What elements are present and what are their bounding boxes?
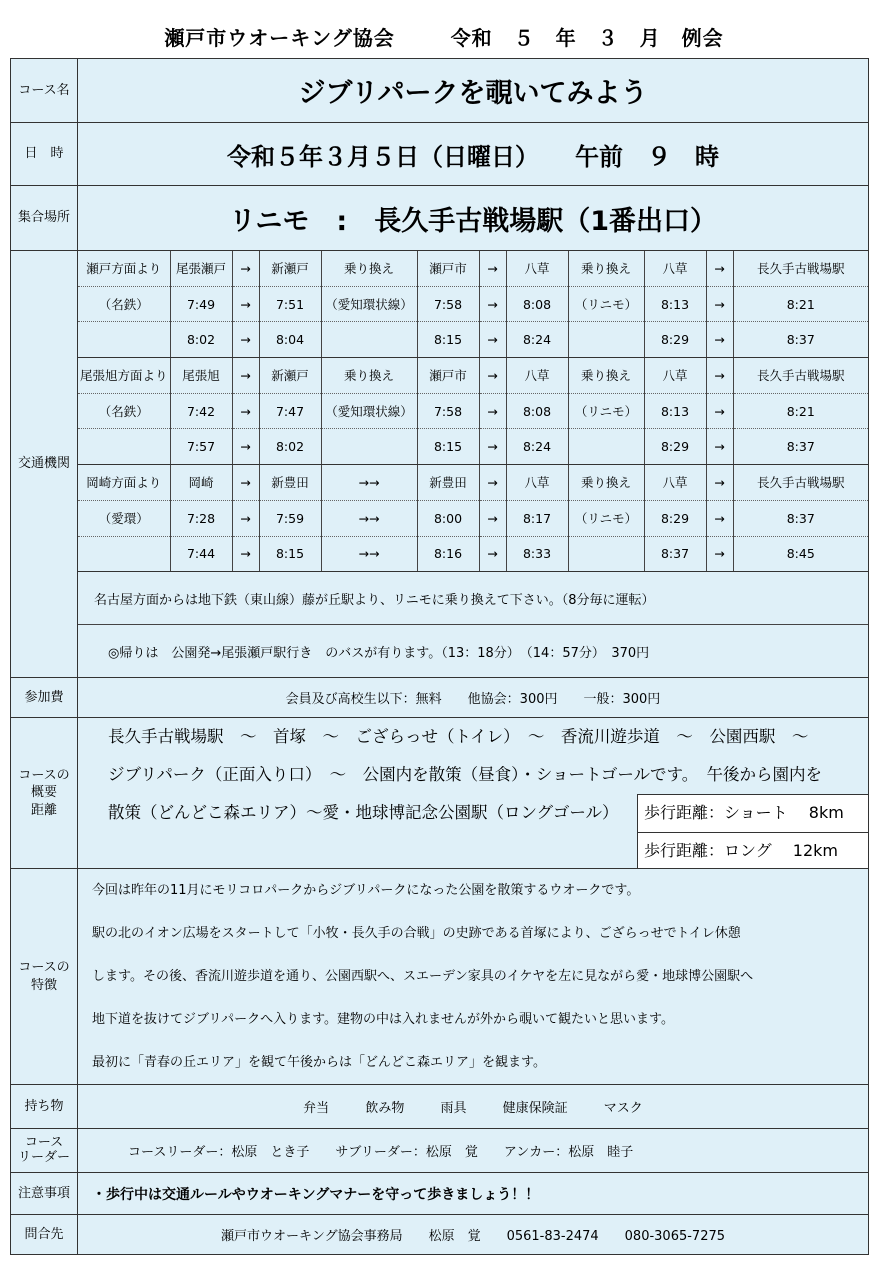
timetable-cell: →→ (321, 500, 417, 536)
timetable-cell: 瀬戸市 (417, 358, 479, 394)
timetable-cell: 8:33 (506, 536, 568, 572)
timetable-cell: 8:15 (259, 536, 321, 572)
item-drinks: 飲み物 (365, 1101, 405, 1117)
timetable-cell: → (479, 251, 506, 286)
contact-value: 瀬戸市ウオーキング協会事務局 松原 覚 0561-83-2474 080-3065-7275 (78, 1215, 869, 1255)
timetable-cell: → (706, 393, 733, 429)
timetable-cell (568, 322, 644, 358)
timetable-cell: （名鉄） (78, 286, 170, 322)
feature-line-4: 地下道を抜けてジブリパークへ入ります。建物の中は入れませんが外から覗いて観たいと思います。 (92, 1012, 675, 1028)
timetable-cell: 新豊田 (417, 465, 479, 501)
features-label: コースの 特徴 (11, 869, 78, 1085)
timetable-cell: 乗り換え (568, 358, 644, 394)
timetable-cell: 八草 (506, 251, 568, 286)
timetable-cell: （名鉄） (78, 393, 170, 429)
timetable-cell: → (706, 429, 733, 465)
timetable-cell: 八草 (644, 465, 706, 501)
timetable-cell: → (479, 429, 506, 465)
return-bus-note: ◎帰りは 公園発→尾張瀬戸駅行き のバスが有ります。（13：18分） （14：57分） 370円 (108, 645, 650, 661)
distance-long: 歩行距離：ロング 12km (637, 832, 868, 868)
timetable-cell: （愛知環状線） (321, 393, 417, 429)
timetable-cell: （リニモ） (568, 286, 644, 322)
distance-short: 歩行距離：ショート 8km (637, 794, 868, 832)
caution-label: 注意事項 (11, 1173, 78, 1215)
timetable-cell: 8:13 (644, 286, 706, 322)
overview-line-3: 散策（どんどこ森エリア）～愛・地球博記念公園駅（ロングゴール） (108, 803, 619, 823)
items-list (78, 1085, 869, 1129)
timetable-row (78, 536, 868, 572)
timetable-cell: 長久手古戦場駅 (733, 358, 868, 394)
timetable-cell: → (479, 500, 506, 536)
timetable-cell (568, 536, 644, 572)
feature-line-3: します。その後、香流川遊歩道を通り、公園西駅へ、スエーデン家具のイケヤを左に見ながら愛・地球博公園駅へ (92, 969, 754, 985)
timetable-cell: → (706, 536, 733, 572)
timetable-cell: 7:44 (170, 536, 232, 572)
timetable-cell: 8:02 (170, 322, 232, 358)
timetable-cell: 8:04 (259, 322, 321, 358)
timetable-cell: 8:15 (417, 322, 479, 358)
timetable-cell: 8:08 (506, 286, 568, 322)
timetable-cell: → (232, 465, 259, 501)
timetable-cell: 7:42 (170, 393, 232, 429)
overview-cell (78, 718, 869, 869)
contact-label: 問合先 (11, 1215, 78, 1255)
fee-value: 会員及び高校生以下：無料 他協会：300円 一般：300円 (78, 678, 869, 718)
timetable-cell: 八草 (644, 251, 706, 286)
item-insurance-card: 健康保険証 (502, 1101, 568, 1117)
timetable-cell: 新瀬戸 (259, 251, 321, 286)
timetable-cell: 乗り換え (321, 251, 417, 286)
timetable-cell (78, 536, 170, 572)
timetable-cell: → (479, 322, 506, 358)
organization-name: 瀬戸市ウオーキング協会 (164, 26, 395, 50)
timetable-cell: →→ (321, 465, 417, 501)
overview-line-2: ジブリパーク（正面入り口） ～ 公園内を散策（昼食）・ショートゴールです。 午後から園内を (108, 765, 822, 785)
timetable-cell (568, 429, 644, 465)
feature-line-1: 今回は昨年の11月にモリコロパークからジブリパークになった公園を散策するウオークです。 (92, 883, 640, 899)
timetable-cell: 8:13 (644, 393, 706, 429)
caution-value: ・歩行中は交通ルールやウオーキングマナーを守って歩きましょう！！ (78, 1173, 869, 1215)
timetable-cell: 新瀬戸 (259, 358, 321, 394)
timetable-cell: 八草 (644, 358, 706, 394)
timetable-cell: → (232, 358, 259, 394)
timetable-cell: 8:37 (733, 322, 868, 358)
overview-line-1: 長久手古戦場駅 ～ 首塚 ～ ござらっせ（トイレ） ～ 香流川遊歩道 ～ 公園西駅 ～ (108, 727, 809, 747)
timetable-cell: → (232, 393, 259, 429)
features-cell (78, 869, 869, 1085)
timetable-cell: 瀬戸方面より (78, 251, 170, 286)
timetable-cell (78, 322, 170, 358)
overview-label: コースの 概要 距離 (11, 718, 78, 869)
timetable-cell: 7:58 (417, 286, 479, 322)
timetable-cell: → (479, 465, 506, 501)
timetable-cell: 7:58 (417, 393, 479, 429)
timetable-cell: → (479, 358, 506, 394)
subway-note: 名古屋方面からは地下鉄（東山線）藤が丘駅より、リニモに乗り換えて下さい。（8分毎に運転） (78, 572, 868, 625)
timetable-cell: 8:29 (644, 322, 706, 358)
timetable-row (78, 465, 868, 501)
timetable-cell: → (706, 465, 733, 501)
timetable-cell (321, 322, 417, 358)
timetable-cell: 8:00 (417, 500, 479, 536)
timetable-cell: 尾張旭 (170, 358, 232, 394)
meeting-place: リニモ : 長久手古戦場駅（1番出口） (78, 186, 869, 251)
course-name: ジブリパークを覗いてみよう (78, 59, 869, 123)
item-mask: マスク (603, 1101, 643, 1117)
items-label: 持ち物 (11, 1085, 78, 1129)
timetable-cell: → (706, 286, 733, 322)
timetable-cell: 岡崎 (170, 465, 232, 501)
feature-line-5: 最初に「青春の丘エリア」を観て午後からは「どんどこ森エリア」を観ます。 (92, 1055, 546, 1071)
timetable-row (78, 500, 868, 536)
transport-label: 交通機関 (11, 251, 78, 678)
timetable-cell: 8:29 (644, 429, 706, 465)
timetable-cell: 長久手古戦場駅 (733, 465, 868, 501)
timetable-cell: 8:16 (417, 536, 479, 572)
timetable-cell: 瀬戸市 (417, 251, 479, 286)
timetable-cell: 8:21 (733, 393, 868, 429)
timetable-cell: 7:49 (170, 286, 232, 322)
course-label: コース名 (11, 59, 78, 123)
event-month: 令和 ５ 年 ３ 月 例会 (450, 26, 724, 50)
timetable (78, 251, 868, 572)
timetable-cell: 8:15 (417, 429, 479, 465)
timetable-cell: （愛環） (78, 500, 170, 536)
timetable-cell: 8:08 (506, 393, 568, 429)
timetable-cell: 8:45 (733, 536, 868, 572)
timetable-cell: → (479, 393, 506, 429)
timetable-cell: 7:59 (259, 500, 321, 536)
timetable-cell: （愛知環状線） (321, 286, 417, 322)
timetable-cell: → (232, 251, 259, 286)
page-title (0, 22, 888, 58)
timetable-cell: 8:37 (733, 500, 868, 536)
timetable-cell: 7:51 (259, 286, 321, 322)
timetable-cell: 8:21 (733, 286, 868, 322)
timetable-row (78, 393, 868, 429)
timetable-cell: → (479, 286, 506, 322)
timetable-cell: 8:17 (506, 500, 568, 536)
timetable-cell: 乗り換え (568, 465, 644, 501)
timetable-cell: 8:37 (644, 536, 706, 572)
timetable-cell (78, 429, 170, 465)
timetable-row (78, 251, 868, 286)
leaders-label: コース リーダー (11, 1129, 78, 1173)
timetable-row (78, 286, 868, 322)
timetable-cell: → (232, 429, 259, 465)
timetable-cell: 8:37 (733, 429, 868, 465)
timetable-row (78, 358, 868, 394)
datetime-label: 日 時 (11, 123, 78, 186)
timetable-row (78, 429, 868, 465)
timetable-cell: 7:57 (170, 429, 232, 465)
timetable-cell: 新豊田 (259, 465, 321, 501)
timetable-cell: → (232, 536, 259, 572)
item-bento: 弁当 (303, 1101, 330, 1117)
fee-label: 参加費 (11, 678, 78, 718)
timetable-cell: → (706, 251, 733, 286)
feature-line-2: 駅の北のイオン広場をスタートして「小牧・長久手の合戦」の史跡である首塚により、ござらっせでトイレ休憩 (92, 926, 741, 942)
item-rain-gear: 雨具 (440, 1101, 467, 1117)
timetable-cell: 7:28 (170, 500, 232, 536)
event-table (10, 58, 869, 1255)
meeting-label: 集合場所 (11, 186, 78, 251)
timetable-cell: →→ (321, 536, 417, 572)
timetable-cell: → (232, 286, 259, 322)
timetable-cell: → (706, 358, 733, 394)
timetable-cell: → (232, 500, 259, 536)
datetime-value: 令和５年３月５日（日曜日） 午前 ９ 時 (78, 123, 869, 186)
timetable-cell: 尾張旭方面より (78, 358, 170, 394)
timetable-cell: 長久手古戦場駅 (733, 251, 868, 286)
timetable-cell: → (232, 322, 259, 358)
timetable-cell: （リニモ） (568, 393, 644, 429)
timetable-cell: 8:29 (644, 500, 706, 536)
timetable-cell: 8:24 (506, 322, 568, 358)
timetable-cell: → (706, 322, 733, 358)
timetable-cell: 乗り換え (321, 358, 417, 394)
timetable-cell: 7:47 (259, 393, 321, 429)
timetable-cell: 8:24 (506, 429, 568, 465)
timetable-cell (321, 429, 417, 465)
timetable-cell: 八草 (506, 465, 568, 501)
timetable-cell: 乗り換え (568, 251, 644, 286)
transport-cell (78, 251, 869, 678)
timetable-cell: 八草 (506, 358, 568, 394)
timetable-cell: → (706, 500, 733, 536)
timetable-cell: 尾張瀬戸 (170, 251, 232, 286)
timetable-cell: 8:02 (259, 429, 321, 465)
leaders-value: コースリーダー：松原 とき子 サブリーダー：松原 覚 アンカー：松原 睦子 (78, 1129, 869, 1173)
timetable-row (78, 322, 868, 358)
timetable-cell: （リニモ） (568, 500, 644, 536)
timetable-cell: → (479, 536, 506, 572)
timetable-cell: 岡崎方面より (78, 465, 170, 501)
